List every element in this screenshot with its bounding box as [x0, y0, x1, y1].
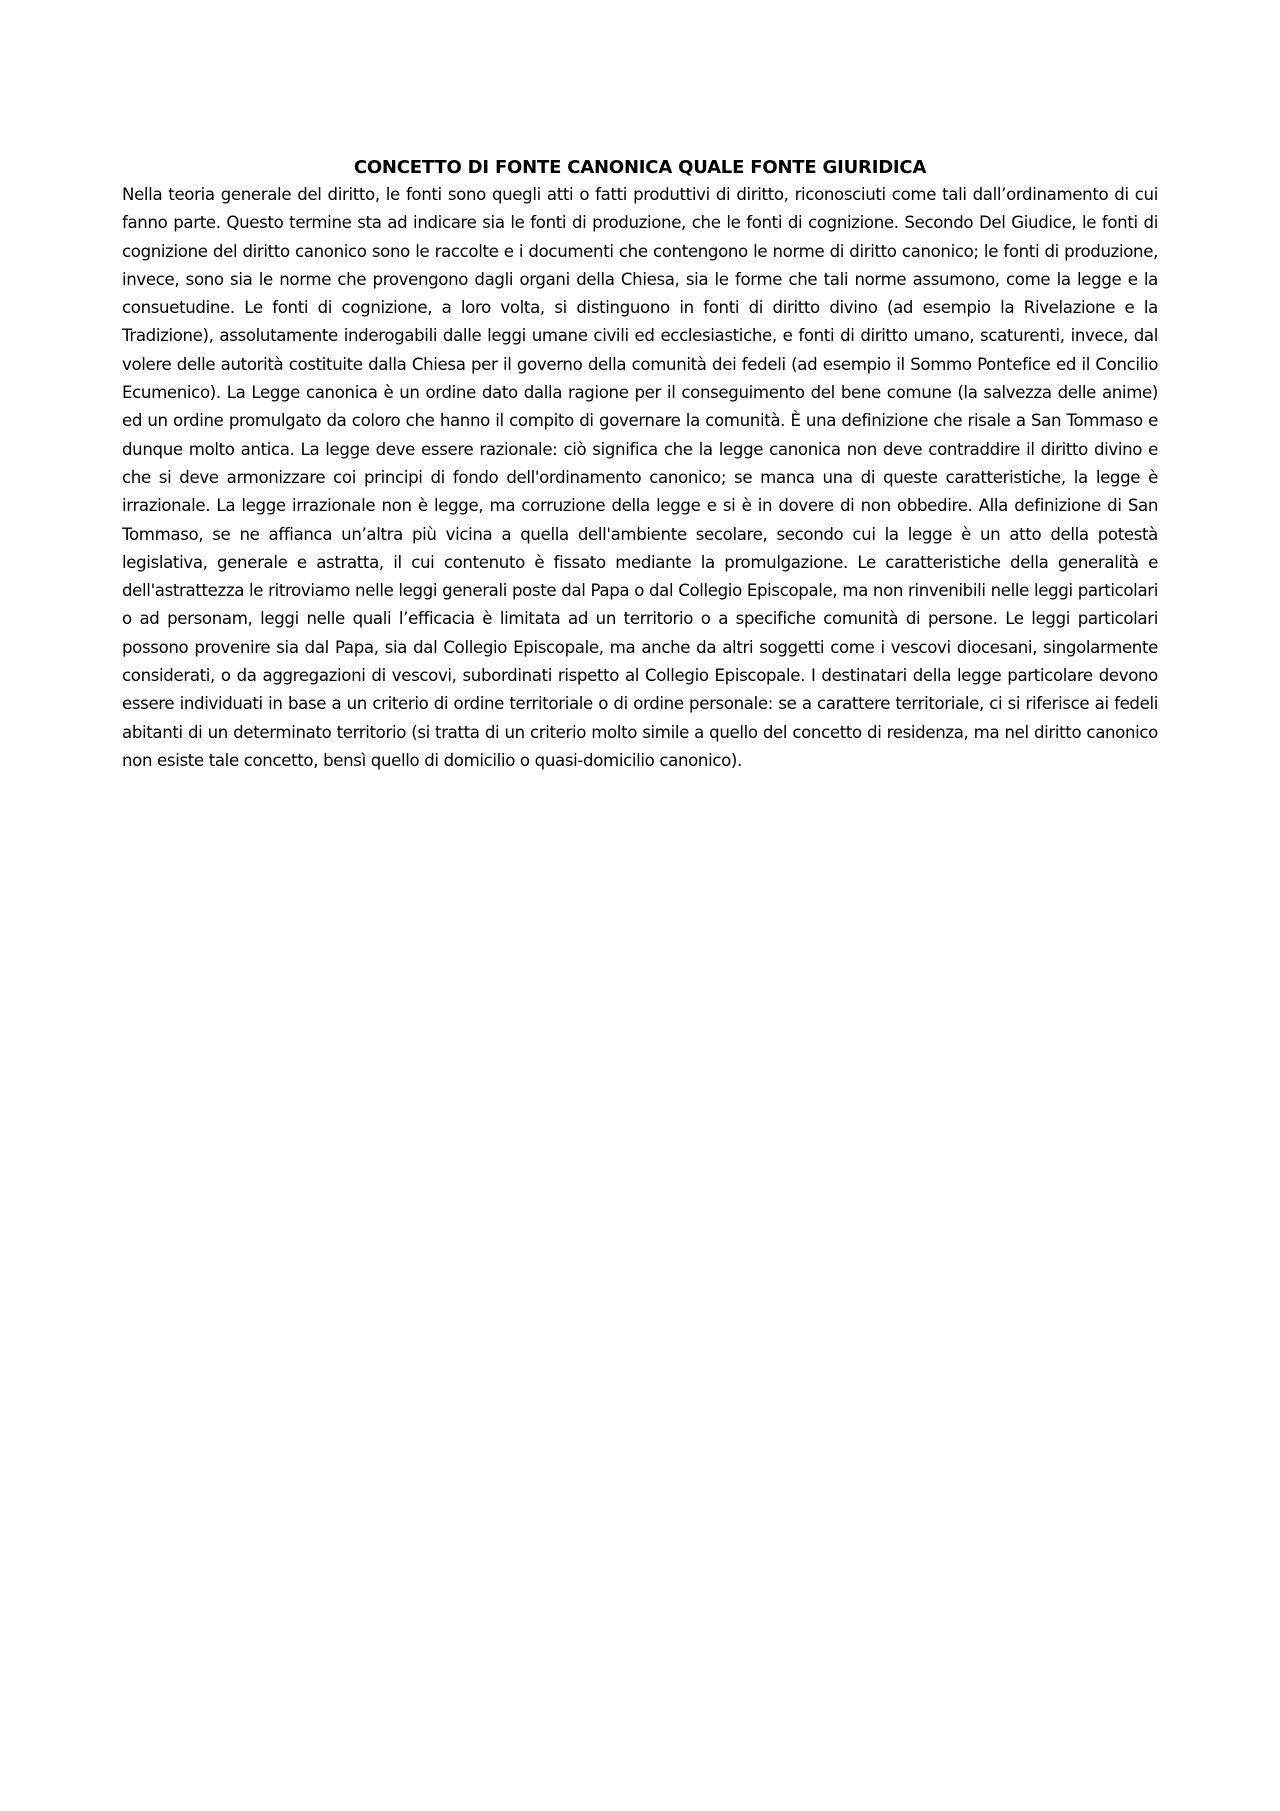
document-title: CONCETTO DI FONTE CANONICA QUALE FONTE GIURIDICA [353, 157, 927, 178]
document-body-paragraph: Nella teoria generale del diritto, le fonti sono quegli atti o fatti produttivi di diritto, riconosciuti come tali dall’ordinamento di cui fanno parte. Questo termine sta ad indicare sia le fonti di produzione, che le fonti di cognizione. Secondo Del Giudice, le fonti di cognizione del diritto canonico sono le raccolte e i documenti che contengono le norme di diritto canonico; le fonti di produzione, invece, sono sia le norme che provengono dagli organi della Chiesa, sia le forme che tali norme assumono, come la legge e la consuetudine. Le fonti di cognizione, a loro volta, si distinguono in fonti di diritto divino (ad esempio la Rivelazione e la Tradizione), assolutamente inderogabili dalle leggi umane civili ed ecclesiastiche, e fonti di diritto umano, scaturenti, invece, dal volere delle autorità costituite dalla Chiesa per il governo della comunità dei fedeli (ad esempio il Sommo Pontefice ed il Concilio Ecumenico). La Legge canonica è un ordine dato dalla ragione per il conseguimento del bene comune (la salvezza delle anime) ed un ordine promulgato da coloro che hanno il compito di governare la comunità. È una definizione che risale a San Tommaso e dunque molto antica. La legge deve essere razionale: ciò significa che la legge canonica non deve contraddire il diritto divino e che si deve armonizzare coi principi di fondo dell'ordinamento canonico; se manca una di queste caratteristiche, la legge è irrazionale. La legge irrazionale non è legge, ma corruzione della legge e si è in dovere di non obbedire. Alla definizione di San Tommaso, se ne affianca un’altra più vicina a quella dell'ambiente secolare, secondo cui la legge è un atto della potestà legislativa, generale e astratta, il cui contenuto è fissato mediante la promulgazione. Le caratteristiche della generalità e dell'astrattezza le ritroviamo nelle leggi generali poste dal Papa o dal Collegio Episcopale, ma non rinvenibili nelle leggi particolari o ad personam, leggi nelle quali l’efficacia è limitata ad un territorio o a specifiche comunità di persone. Le leggi particolari possono provenire sia dal Papa, sia dal Collegio Episcopale, ma anche da altri soggetti come i vescovi diocesani, singolarmente considerati, o da aggregazioni di vescovi, subordinati rispetto al Collegio Episcopale. I destinatari della legge particolare devono essere individuati in base a un criterio di ordine territoriale o di ordine personale: se a carattere territoriale, ci si riferisce ai fedeli abitanti di un determinato territorio (si tratta di un criterio molto simile a quello del concetto di residenza, ma nel diritto canonico non esiste tale concetto, bensì quello di domicilio o quasi-domicilio canonico). [122, 185, 1158, 770]
document-content [122, 155, 1158, 775]
